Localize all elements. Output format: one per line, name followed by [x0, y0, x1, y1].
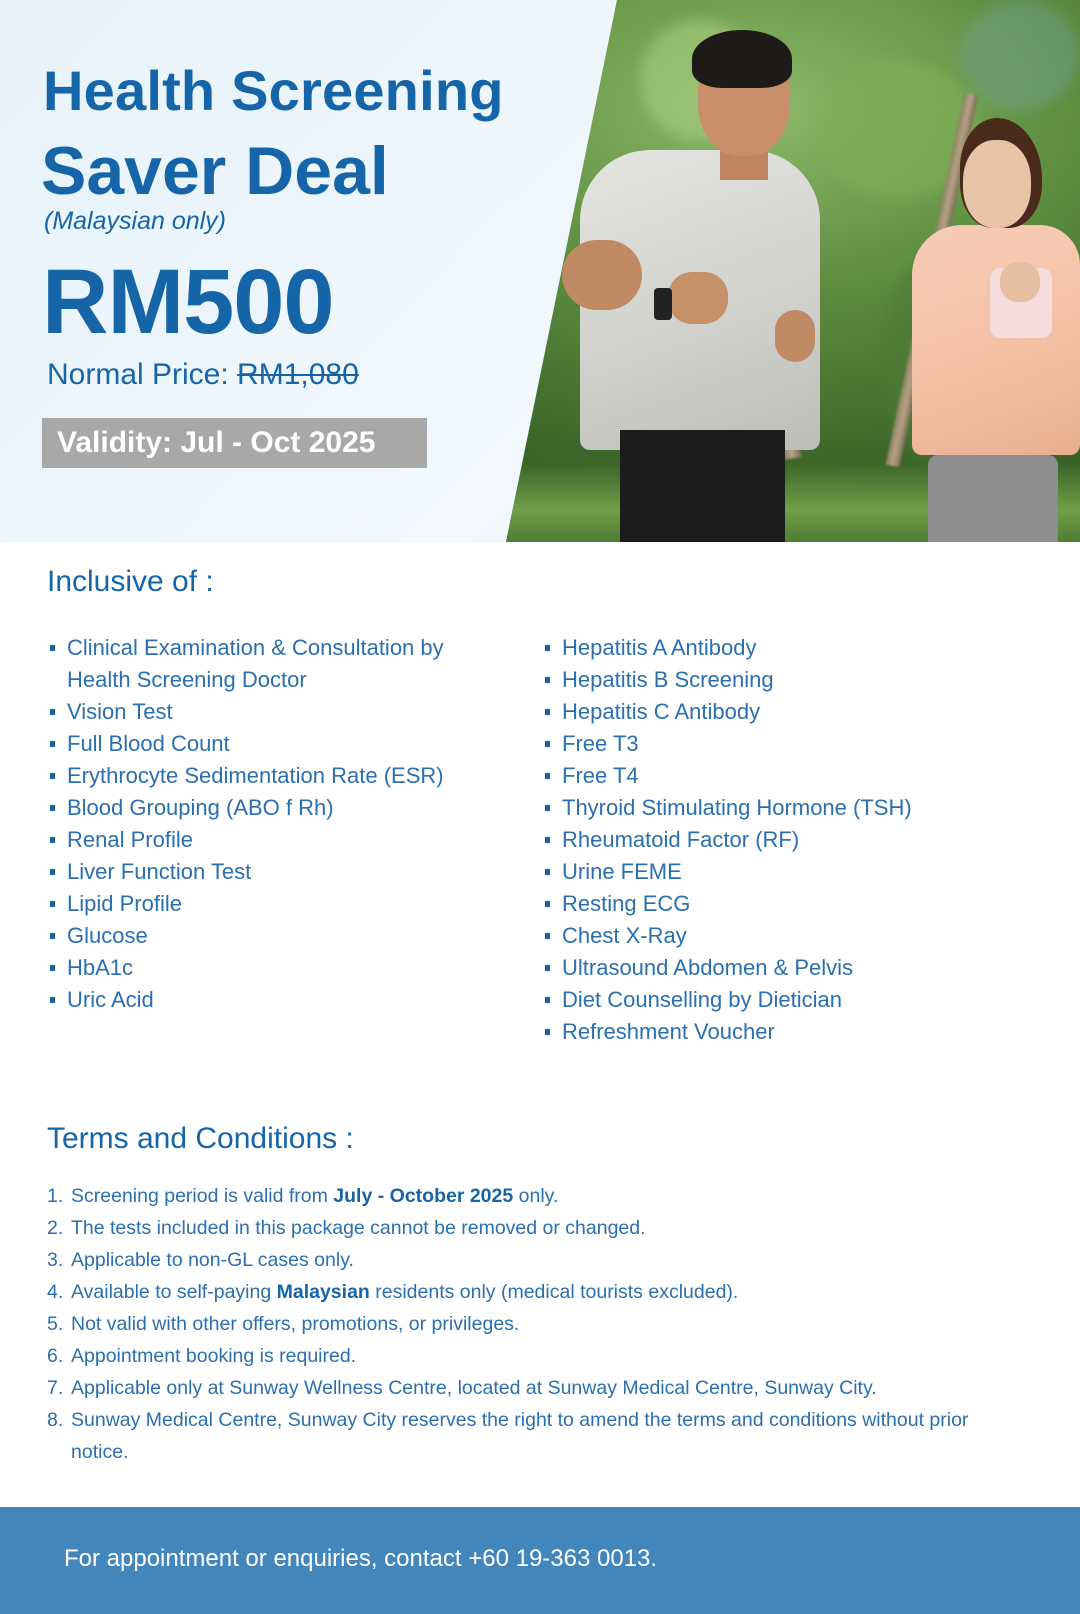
promo-price: RM500	[42, 251, 334, 353]
list-item: Resting ECG	[543, 888, 1023, 920]
list-item: Vision Test	[48, 696, 508, 728]
terms-item: 1. Screening period is valid from July - October 2025 only.	[47, 1185, 559, 1207]
validity-badge: Validity: Jul - Oct 2025	[42, 418, 427, 468]
inclusive-list-left	[48, 632, 508, 1016]
terms-item: 4. Available to self-paying Malaysian residents only (medical tourists excluded).	[47, 1281, 739, 1303]
terms-item: 7. Applicable only at Sunway Wellness Centre, located at Sunway Medical Centre, Sunway City.	[47, 1377, 877, 1399]
normal-price-label: Normal Price:	[47, 358, 238, 391]
terms-item: 3. Applicable to non-GL cases only.	[47, 1249, 354, 1271]
normal-price	[47, 358, 359, 392]
terms-item: 8. Sunway Medical Centre, Sunway City reserves the right to amend the terms and conditions without prior notice.	[47, 1409, 969, 1463]
list-item: Erythrocyte Sedimentation Rate (ESR)	[48, 760, 508, 792]
terms-item: 2. The tests included in this package cannot be removed or changed.	[47, 1217, 646, 1239]
inclusive-heading: Inclusive of :	[47, 565, 214, 598]
list-item: Full Blood Count	[48, 728, 508, 760]
list-item: Clinical Examination & Consultation by Health Screening Doctor	[48, 632, 508, 696]
list-item: Glucose	[48, 920, 508, 952]
list-item: Chest X-Ray	[543, 920, 1023, 952]
deal-title: Saver Deal	[41, 133, 389, 209]
list-item: Free T4	[543, 760, 1023, 792]
terms-heading: Terms and Conditions :	[47, 1122, 354, 1155]
list-item: Uric Acid	[48, 984, 508, 1016]
page-title: Health Screening	[43, 59, 504, 122]
list-item: Free T3	[543, 728, 1023, 760]
terms-item: 6. Appointment booking is required.	[47, 1345, 357, 1367]
contact-footer	[0, 1507, 1080, 1614]
list-item: Ultrasound Abdomen & Pelvis	[543, 952, 1023, 984]
list-item: Rheumatoid Factor (RF)	[543, 824, 1023, 856]
terms-list	[47, 1180, 1047, 1468]
list-item: Hepatitis A Antibody	[543, 632, 1023, 664]
list-item: Lipid Profile	[48, 888, 508, 920]
list-item: Diet Counselling by Dietician	[543, 984, 1023, 1016]
inclusive-list-right	[543, 632, 1023, 1048]
woman-figure	[928, 455, 1058, 542]
list-item: HbA1c	[48, 952, 508, 984]
list-item: Renal Profile	[48, 824, 508, 856]
hero-banner	[0, 0, 1080, 542]
list-item: Liver Function Test	[48, 856, 508, 888]
contact-text: For appointment or enquiries, contact +60 19-363 0013.	[64, 1545, 658, 1572]
terms-item: 5. Not valid with other offers, promotions, or privileges.	[47, 1313, 520, 1335]
normal-price-value: RM1,080	[237, 358, 359, 391]
list-item: Thyroid Stimulating Hormone (TSH)	[543, 792, 1023, 824]
list-item: Urine FEME	[543, 856, 1023, 888]
list-item: Refreshment Voucher	[543, 1016, 1023, 1048]
eligibility-note: (Malaysian only)	[44, 207, 227, 235]
list-item: Hepatitis C Antibody	[543, 696, 1023, 728]
list-item: Hepatitis B Screening	[543, 664, 1023, 696]
list-item: Blood Grouping (ABO f Rh)	[48, 792, 508, 824]
